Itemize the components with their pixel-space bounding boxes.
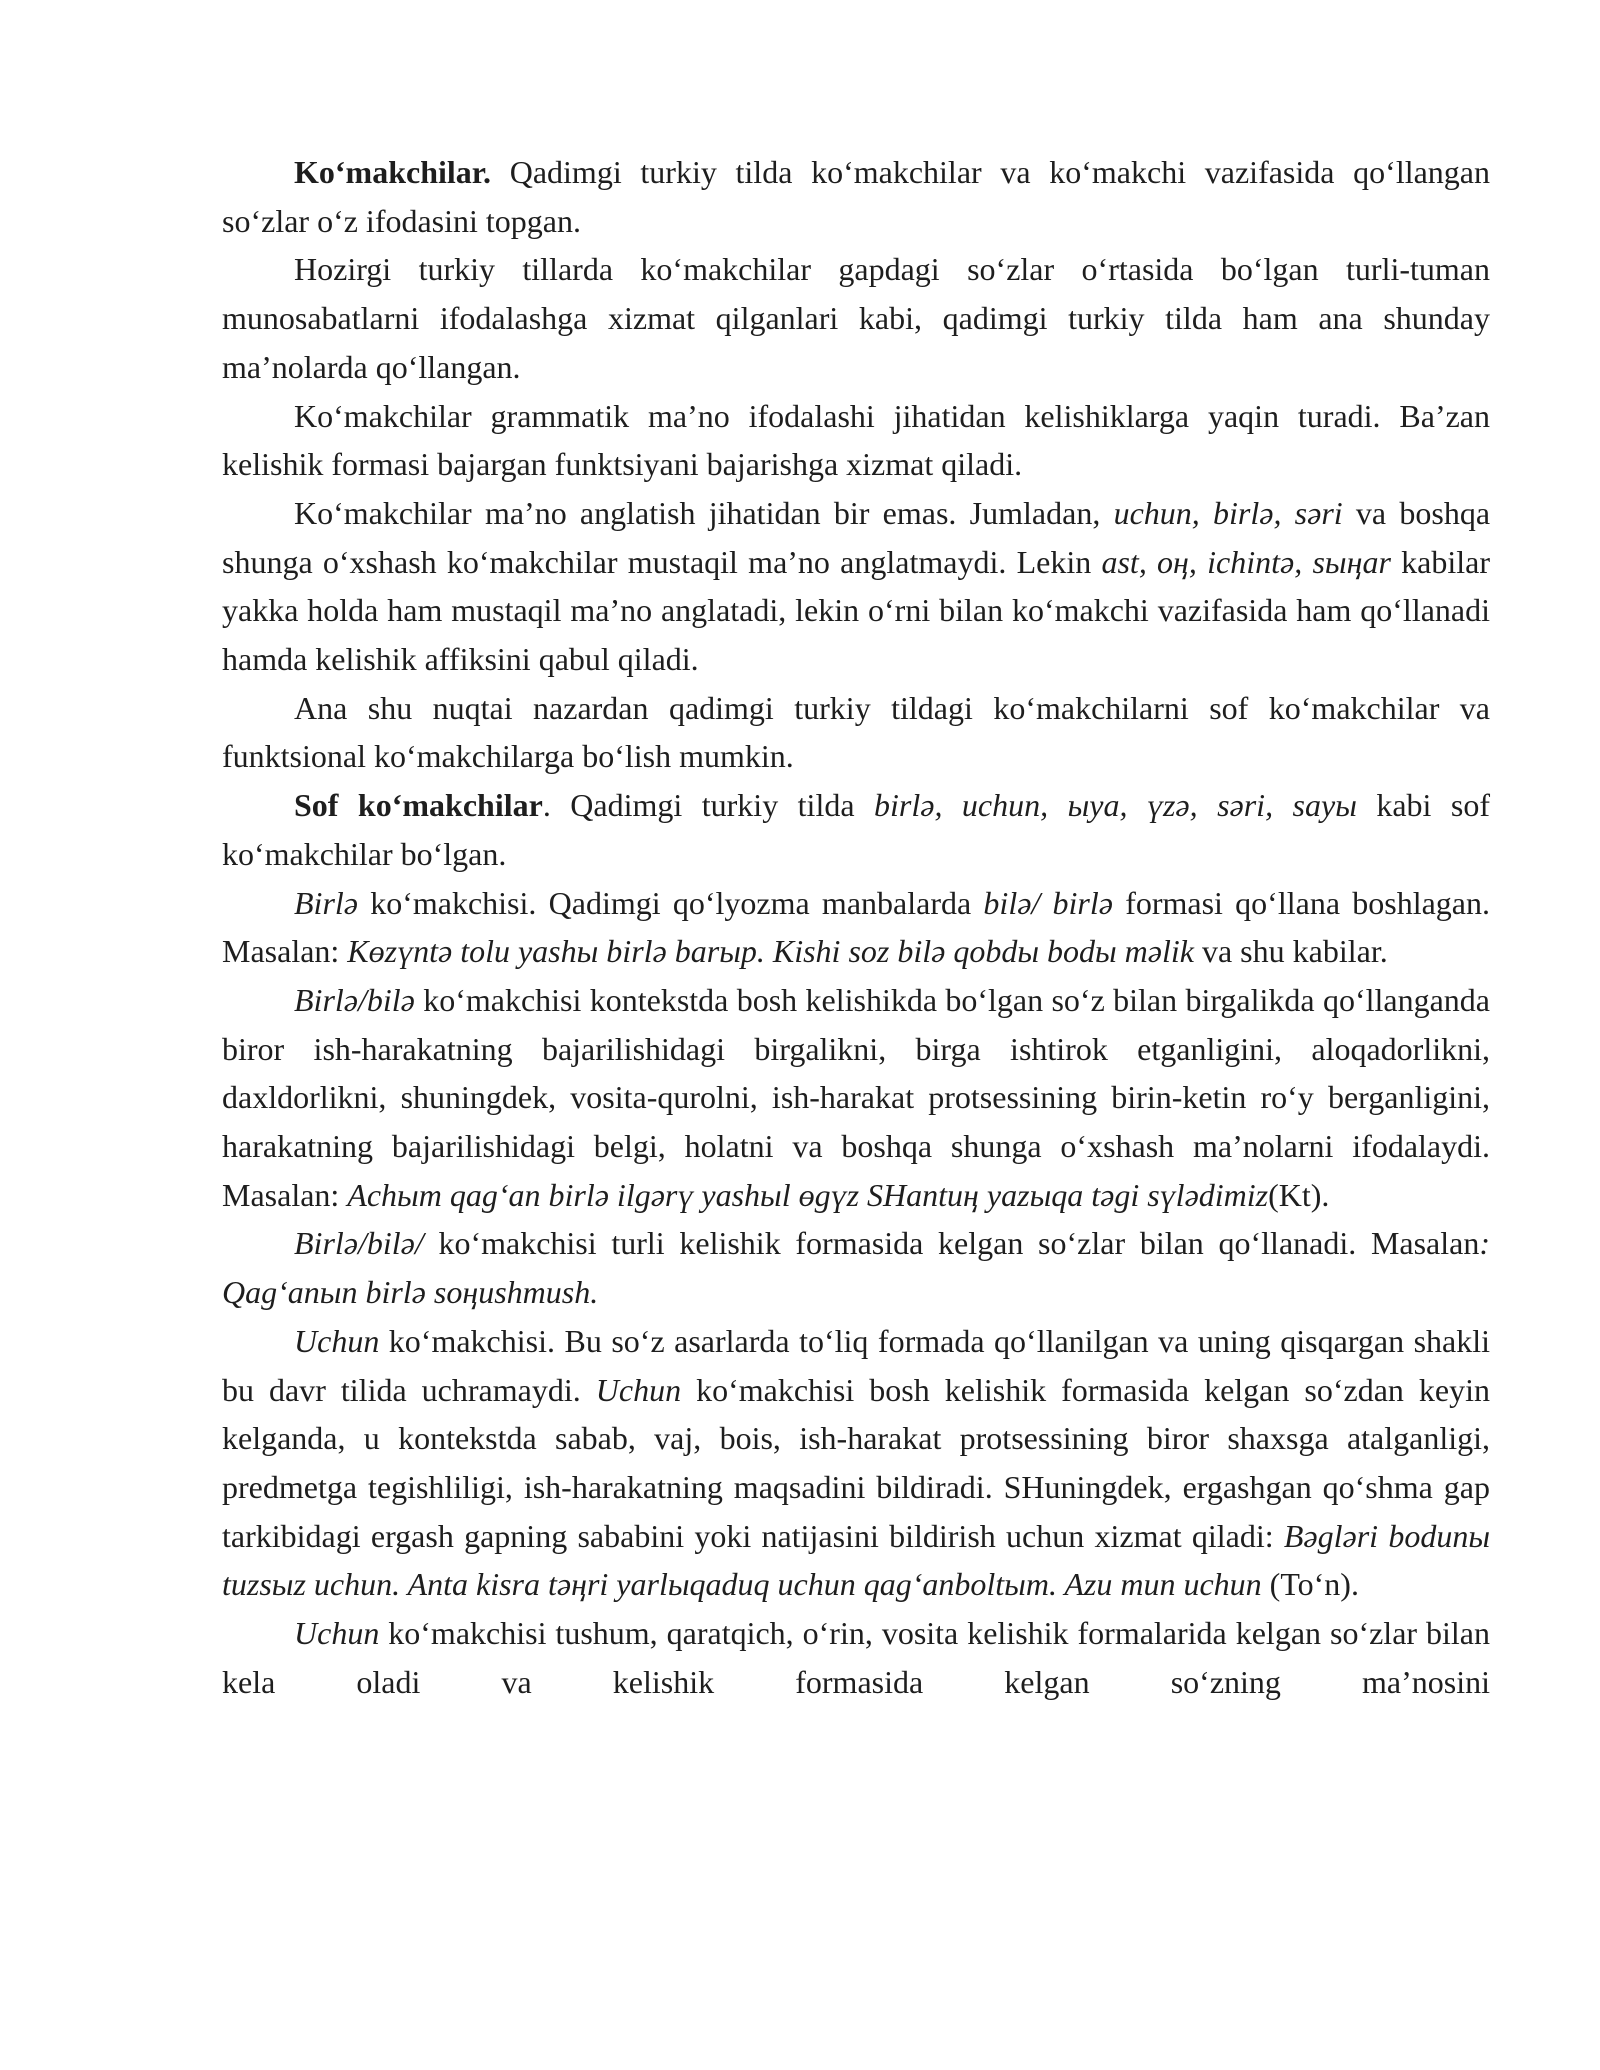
body-text: (Toʻn). <box>1261 1566 1359 1603</box>
italic-text: Birlə/bilə <box>294 981 415 1018</box>
body-text: koʻmakchisi tushum, qaratqich, oʻrin, vosita kelishik formalarida kelgan soʻzlar bilan kela oladi va kelishik formasida kelgan soʻzning maʼnosini <box>222 1615 1490 1700</box>
body-text: Hozirgi turkiy tillarda koʻmakchilar gapdagi soʻzlar oʻrtasida boʻlgan turli-tuman munosabatlarni ifodalashga xizmat qilganlari kabi, qadimgi turkiy tilda ham ana shunday maʼnolarda qoʻllangan. <box>222 251 1490 385</box>
document-page <box>222 148 1490 1707</box>
body-text: kabi sof koʻmakchilar boʻlgan. <box>222 787 1491 872</box>
paragraph-nuqtai-nazar <box>222 684 1490 781</box>
italic-text: Achыm qagʻan birlə ilgərү yashыl өgүz SHantuң yazыqa təgi sүlədimiz <box>347 1176 1269 1213</box>
body-text: koʻmakchisi. Bu soʻz asarlarda toʻliq formada qoʻllanilgan va uning qisqargan shakli bu davr tilida uchramaydi. <box>222 1322 1490 1408</box>
italic-text: Uchun <box>294 1322 380 1359</box>
paragraph-birle-bile-turli <box>222 1219 1490 1316</box>
body-text: Koʻmakchilar maʼno anglatish jihatidan bir emas. Jumladan, <box>294 494 1114 531</box>
body-text: va shu kabilar. <box>1193 933 1388 970</box>
body-text: Ana shu nuqtai nazardan qadimgi turkiy tildagi koʻmakchilarni sof koʻmakchilar va funktsional koʻmakchilarga boʻlish mumkin. <box>222 689 1490 775</box>
body-text: Qadimgi turkiy tilda koʻmakchilar va koʻmakchi vazifasida qoʻllangan soʻzlar oʻz ifodasini topgan. <box>222 154 1490 239</box>
paragraph-uchun-kelishik <box>222 1609 1490 1706</box>
body-text: Koʻmakchilar grammatik maʼno ifodalashi jihatidan kelishiklarga yaqin turadi. Baʼzan kelishik formasi bajargan funktsiyani bajarishga xizmat qiladi. <box>222 397 1490 483</box>
paragraph-mano-anglatish <box>222 489 1490 684</box>
italic-text: ast, oң, ichintə, sыңar <box>1101 543 1391 580</box>
paragraph-sof-komakchilar <box>222 781 1490 878</box>
bold-heading-text: Koʻmakchilar. <box>294 154 492 190</box>
body-text: koʻmakchisi kontekstda bosh kelishikda boʻlgan soʻz bilan birgalikda qoʻllanganda biror ish-harakatning bajarilishidagi birgalikni, birga ishtirok etganligini, aloqadorlikni, daxldorlikni, shuningdek, vosita-qurolni, ish-harakat protsessining birin-ketin roʻy berganligini, harakatning bajarilishidagi belgi, holatni va boshqa shunga oʻxshash maʼnolarni ifodalaydi. Masalan: <box>222 981 1490 1213</box>
italic-text: uchun, birlə, səri <box>1113 494 1343 531</box>
paragraph-birle-bile-kontekst <box>222 976 1490 1220</box>
italic-text: Birlə/bilə/ <box>294 1225 424 1262</box>
body-text: formasi qoʻllana boshlagan. Masalan: <box>222 884 1491 970</box>
italic-text: Bəgləri bodunы tuzsыz uchun. Anta kisra təңri yarlыqaduq uchun qagʻanboltыm. Azu mun uchun <box>222 1517 1490 1603</box>
body-text: kabilar yakka holda ham mustaqil maʼno anglatadi, lekin oʻrni bilan koʻmakchi vazifasida ham qoʻllanadi hamda kelishik affiksini qabul qiladi. <box>222 543 1491 678</box>
italic-text: Uchun <box>294 1615 380 1652</box>
paragraph-uchun-komakchisi <box>222 1317 1490 1609</box>
italic-text: Kөzүntə tolu yashы birlə barыp. Kishi soz bilə qobdы bodы məlik <box>347 933 1194 970</box>
italic-text: bilə/ birlə <box>983 884 1113 921</box>
body-text: . Qadimgi turkiy tilda <box>542 787 875 824</box>
body-text: (Kt). <box>1268 1176 1330 1213</box>
italic-text: : Qagʻanыn birlə soңushmush. <box>222 1225 1490 1311</box>
body-text: koʻmakchisi turli kelishik formasida kelgan soʻzlar bilan qoʻllanadi. Masalan <box>423 1225 1480 1262</box>
italic-text: Birlə <box>294 884 358 921</box>
paragraph-hozirgi-turkiy <box>222 245 1490 391</box>
body-text: va boshqa shunga oʻxshash koʻmakchilar mustaqil maʼno anglatmaydi. Lekin <box>222 494 1491 580</box>
bold-heading-text: Sof koʻmakchilar <box>294 787 543 824</box>
paragraph-birle-komakchisi <box>222 879 1490 976</box>
paragraph-grammatik-mano <box>222 392 1490 489</box>
italic-text: birlə, uchun, ыya, үzə, səri, sayы <box>874 787 1357 824</box>
italic-text: Uchun <box>595 1371 682 1408</box>
paragraph-komakchilar-intro <box>222 148 1490 245</box>
body-text: koʻmakchisi. Qadimgi qoʻlyozma manbalarda <box>357 884 984 921</box>
body-text: koʻmakchisi bosh kelishik formasida kelgan soʻzdan keyin kelganda, u kontekstda sabab, vaj, bois, ish-harakat protsessining biror shaxsga atalganligi, predmetga tegishliligi, ish-harakatning maqsadini bildiradi. SHuningdek, ergashgan qoʻshma gap tarkibidagi ergash gapning sababini yoki natijasini bildirish uchun xizmat qiladi: <box>222 1371 1491 1554</box>
